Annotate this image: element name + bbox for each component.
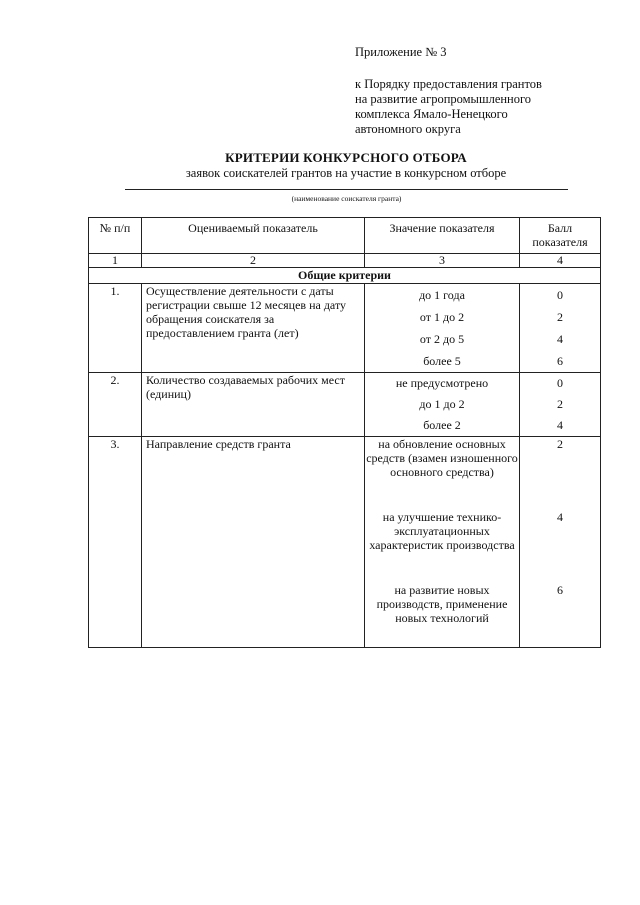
header-number: № п/п [89,218,142,254]
criteria-table [88,217,601,648]
value-item: от 1 до 2 [419,310,465,324]
score-item: 2 [557,310,563,324]
row-values [365,437,520,648]
row-indicator: Количество создаваемых рабочих мест (единиц) [142,373,365,437]
value-item: более 5 [423,354,461,368]
table-row [89,373,601,437]
row-values [365,373,520,437]
appendix-number: Приложение № 3 [355,45,447,59]
row-scores [520,284,601,373]
score-item: 6 [557,583,563,597]
score-item: 4 [557,332,563,346]
row-indicator: Осуществление деятельности с даты регистрации свыше 12 месяцев на дату обращения соискателя за предоставлением гранта (лет) [142,284,365,373]
applicant-name-caption: (наименование соискателя гранта) [291,194,402,203]
section-title: Общие критерии [89,268,601,284]
document-subtitle: заявок соискателей грантов на участие в конкурсном отборе [185,166,507,180]
row-scores [520,373,601,437]
score-item: 0 [557,376,563,390]
value-item: до 1 года [419,288,465,302]
column-index: 4 [520,254,601,268]
table-row [89,437,601,648]
appendix-block [355,45,542,137]
column-index: 1 [89,254,142,268]
value-item: более 2 [423,418,461,432]
column-index: 3 [365,254,520,268]
score-item: 6 [557,354,563,368]
column-index-row [89,254,601,268]
appendix-line: комплекса Ямало-Ненецкого [355,107,508,121]
header-value: Значение показателя [365,218,520,254]
document-title: КРИТЕРИИ КОНКУРСНОГО ОТБОРА [225,150,467,165]
score-item: 0 [557,288,563,302]
column-index: 2 [142,254,365,268]
row-number: 2. [89,373,142,437]
row-indicator: Направление средств гранта [142,437,365,648]
header-score: Балл показателя [520,218,601,254]
score-item: 2 [557,437,563,451]
appendix-line: автономного округа [355,122,461,136]
row-values [365,284,520,373]
score-item: 4 [557,418,563,432]
value-item: от 2 до 5 [419,332,465,346]
table-header-row [89,218,601,254]
appendix-line: к Порядку предоставления грантов [355,77,542,91]
value-item: на обновление основных средств (взамен изношенного основного средства) [366,437,518,479]
applicant-name-line [125,189,568,190]
header-indicator: Оцениваемый показатель [142,218,365,254]
value-item: до 1 до 2 [419,397,465,411]
row-number: 1. [89,284,142,373]
appendix-line: на развитие агропромышленного [355,92,532,106]
section-row [89,268,601,284]
row-number: 3. [89,437,142,648]
table-row [89,284,601,373]
value-item: не предусмотрено [395,376,489,390]
score-item: 2 [557,397,563,411]
row-scores [520,437,601,648]
value-item: на развитие новых производств, применение новых технологий [376,583,508,625]
value-item: на улучшение технико-эксплуатационных характеристик производства [369,510,515,552]
score-item: 4 [557,510,563,524]
